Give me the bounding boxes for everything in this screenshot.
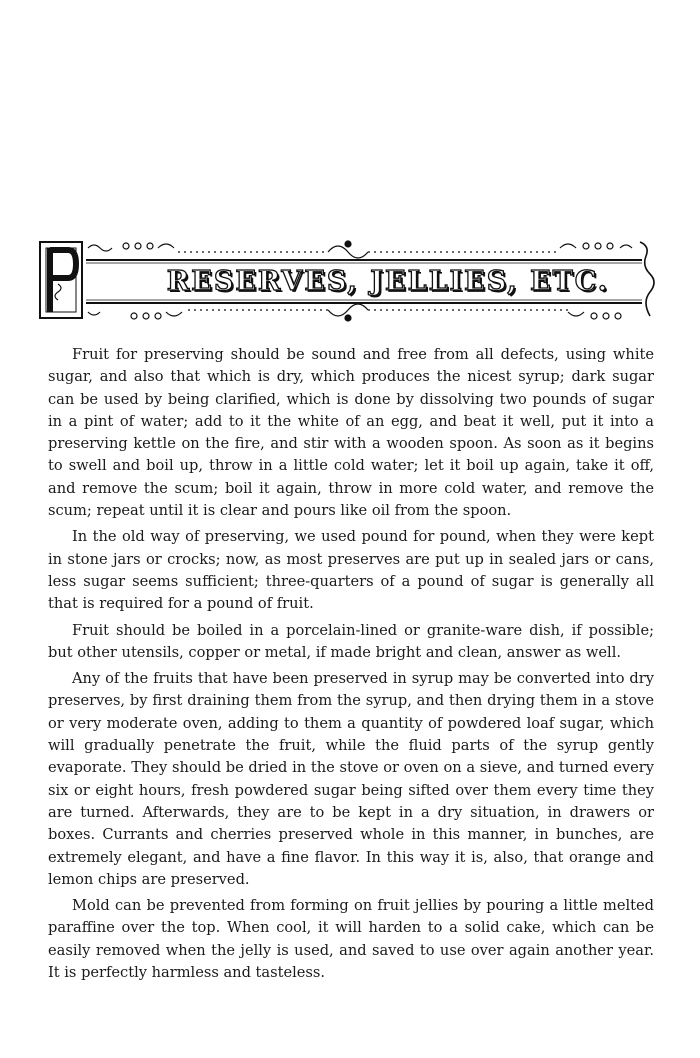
paragraph: Fruit for preserving should be sound and free from all defects, using white sugar, and also that which is dry, which produces the nicest syrup; dark sugar can be used by being clarified, which is done by dissolving two pounds of sugar in a pint of water; add to it the white of an egg, and beat it well, put it into a preserving kettle on the fire, and stir with a wooden spoon. As soon as it begins to swell and boil up, throw in a little cold water; let it boil up again, take it off, and remove the scum; boil it again, throw in more cold water, and remove the scum; repeat until it is clear and pours like oil from the spoon. [48, 346, 654, 520]
chapter-heading-banner [38, 238, 660, 324]
paragraph: Fruit should be boiled in a porcelain-lined or granite-ware dish, if possible; but other utensils, copper or metal, if made bright and clean, answer as well. [48, 621, 654, 661]
paragraph: In the old way of preserving, we used pound for pound, when they were kept in stone jars or crocks; now, as most preserves are put up in sealed jars or cans, less sugar seems sufficient; three-quarters of a pound of sugar is generally all that is required for a pound of fruit. [48, 528, 654, 613]
paragraph: Mold can be prevented from forming on fruit jellies by pouring a little melted paraffine over the top. When cool, it will harden to a solid cake, which can be easily removed when the jelly is used, and saved to use over again another year. It is perfectly harmless and tasteless. [48, 897, 654, 982]
paragraph: Any of the fruits that have been preserved in syrup may be converted into dry preserves, by first draining them from the syrup, and then drying them in a stove or very moderate oven, adding to them a quantity of powdered loaf sugar, which will gradually penetrate the fruit, while the fluid parts of the syrup gently evaporate. They should be dried in the stove or oven on a sieve, and turned every six or eight hours, fresh powdered sugar being sifted over them every time they are turned. Afterwards, they are to be kept in a dry situation, in drawers or boxes. Currants and cherries preserved whole in this manner, in bunches, are extremely elegant, and have a fine flavor. In this way it is, also, that orange and lemon chips are preserved. [48, 670, 654, 888]
bottom-flourish [88, 304, 621, 321]
chapter-title [118, 262, 658, 300]
chapter-title-text: RESERVES, JELLIES, ETC. [166, 265, 610, 297]
initial-letter-block [40, 242, 82, 318]
body-text [48, 344, 654, 988]
